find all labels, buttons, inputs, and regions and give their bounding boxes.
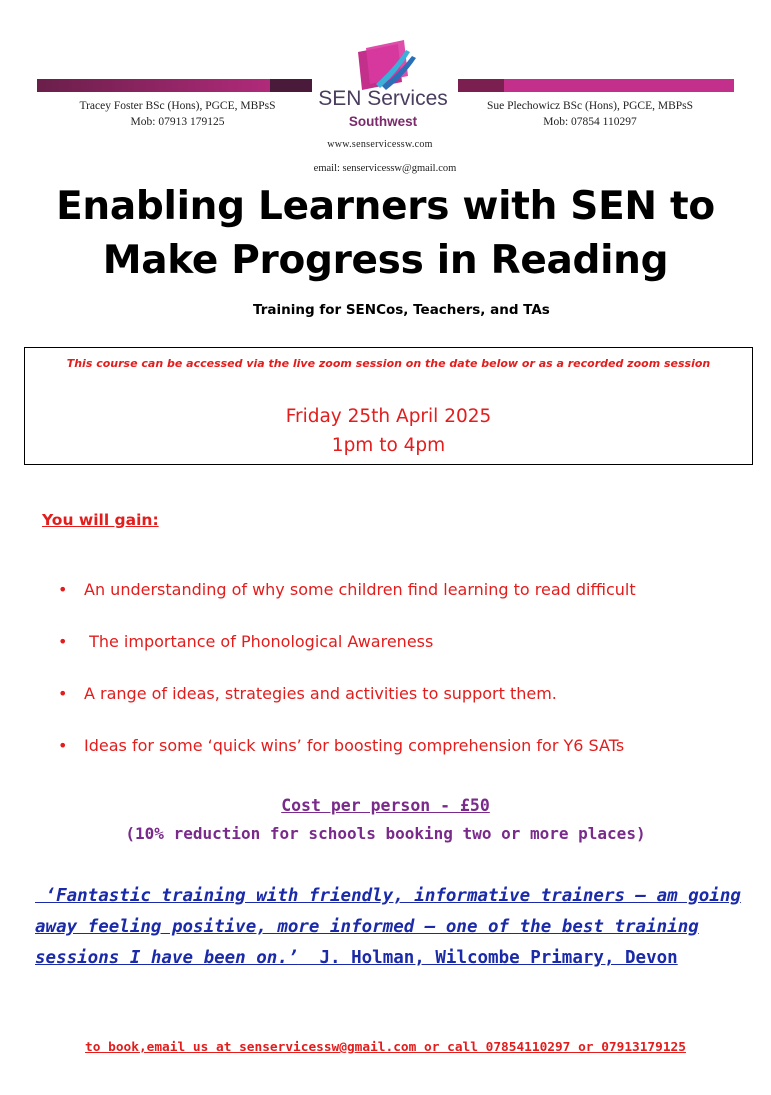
testimonial-quote-end: sessions I have been on.’: [35, 948, 299, 968]
session-date: Friday 25th April 2025: [285, 406, 492, 427]
header-email[interactable]: email: senservicessw@gmail.com: [313, 163, 457, 174]
list-item-text: Ideas for some ‘quick wins’ for boosting comprehension for Y6 SATs: [84, 736, 625, 755]
session-info-box: [24, 347, 753, 465]
website-link[interactable]: www.senservicessw.com: [327, 139, 433, 150]
right-contact-mobile: Mob: 07854 110297: [543, 116, 637, 128]
list-item-text: A range of ideas, strategies and activities to support them.: [84, 684, 557, 703]
booking-info[interactable]: to book,email us at senservicessw@gmail.com or call 07854110297 or 07913179125: [85, 1040, 686, 1055]
left-contact: [60, 98, 295, 130]
bullet-icon: •: [58, 684, 68, 703]
bullet-icon: •: [58, 632, 68, 651]
list-item-text: The importance of Phonological Awareness: [84, 632, 434, 651]
list-item: [58, 736, 624, 755]
list-item: [58, 632, 433, 651]
page-title-line-2: Make Progress in Reading: [102, 238, 669, 283]
logo-subtitle: Southwest: [348, 114, 418, 129]
header-bar-left: [37, 79, 270, 92]
right-contact: [470, 98, 710, 130]
header-bar-right: [504, 79, 734, 92]
book-logo-icon: [348, 38, 428, 94]
gains-heading: You will gain:: [42, 511, 159, 529]
audience-subtitle: Training for SENCos, Teachers, and TAs: [253, 302, 550, 318]
testimonial-line-3: [35, 943, 735, 974]
list-item: [58, 684, 557, 703]
group-reduction-note: (10% reduction for schools booking two or more places): [125, 824, 646, 843]
cost-per-person: Cost per person - £50: [281, 796, 490, 815]
access-note: This course can be accessed via the live zoom session on the date below or as a recorded zoom session: [66, 357, 711, 370]
right-contact-name: Sue Plechowicz BSc (Hons), PGCE, MBPsS: [486, 100, 694, 112]
list-item-text: An understanding of why some children find learning to read difficult: [84, 580, 636, 599]
bullet-icon: •: [58, 580, 68, 599]
logo-title: SEN Services: [318, 87, 448, 110]
page-title-line-1: Enabling Learners with SEN to: [56, 184, 715, 229]
testimonial-quote: [35, 881, 741, 974]
testimonial-line-1: ‘Fantastic training with friendly, informative trainers – am going: [35, 886, 741, 906]
bullet-icon: •: [58, 736, 68, 755]
left-contact-name: Tracey Foster BSc (Hons), PGCE, MBPsS: [79, 100, 276, 112]
testimonial-line-2: away feeling positive, more informed – one of the best training: [35, 917, 699, 937]
page-title: [20, 180, 751, 288]
left-contact-mobile: Mob: 07913 179125: [130, 116, 225, 128]
list-item: [58, 580, 636, 599]
session-time: 1pm to 4pm: [331, 435, 446, 456]
testimonial-author: J. Holman, Wilcombe Primary, Devon: [298, 948, 678, 968]
